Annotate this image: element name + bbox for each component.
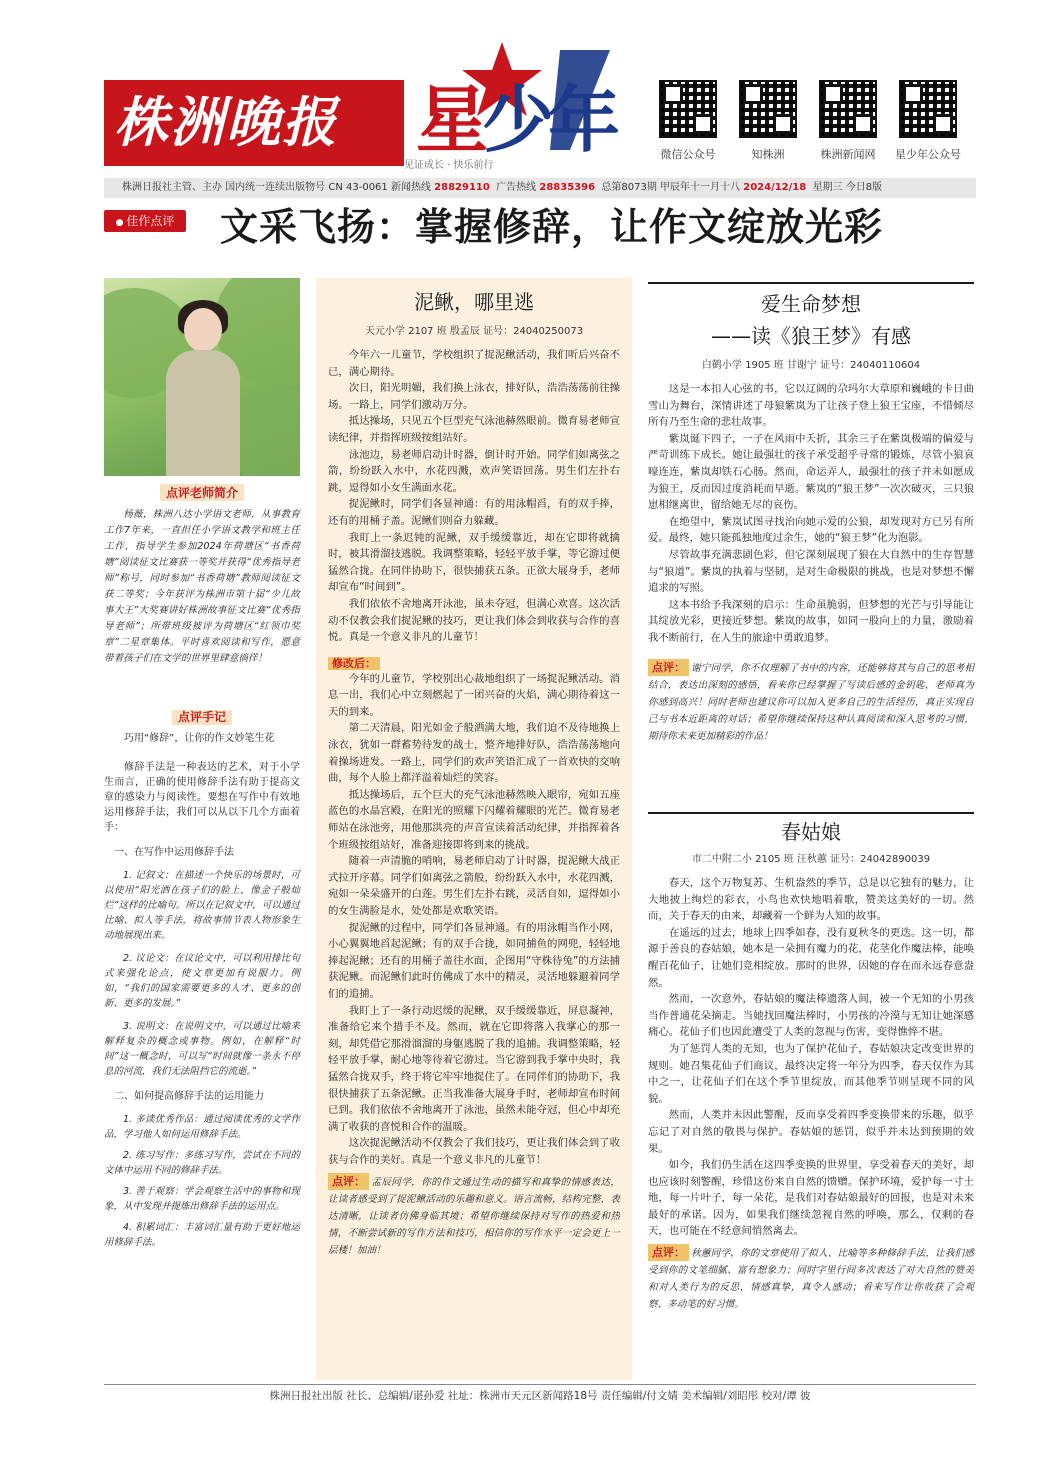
essay-paragraph: 泳池边，易老师启动计时器，倒计时开始。同学们如离弦之箭，纷纷跃入水中，水花四溅，欢声笑语回荡。男生们左扑右跳，逗得如小女生满面水花。 <box>328 448 620 494</box>
masthead <box>104 40 964 180</box>
teacher-photo <box>104 278 300 476</box>
comment-text: 孟辰同学，你的作文通过生动的描写和真挚的情感表达，让读者感受到了捉泥鳅活动的乐趣和意义。语言流畅，结构完整，表达清晰，让读者仿佛身临其境；希望你继续保持对写作的热爱和热情，不断尝试新的写作方法和技巧，相信你的写作水平一定会更上一层楼！加油！ <box>328 1176 620 1256</box>
essay-paragraph: 次日，阳光明媚，我们换上泳衣，排好队，浩浩荡荡前往操场。一路上，同学们激动万分。 <box>328 382 620 411</box>
essay-title: 春姑娘 <box>781 820 841 844</box>
brand-banner <box>104 80 404 166</box>
essay-paragraph: 如今，我们仍生活在这四季变换的世界里，享受着春天的美好，却也应该时刻警醒，珍惜这份来自自然的馈赠。保护环境，爱护每一寸土地，每一片叶子，每一朵花，是我们对春姑娘最好的回报，也是对未来最好的承诺。因为，如果我们继续忽视自然的呼唤，那么，仅剩的春天，也可能在不经意间悄然离去。 <box>648 1159 974 1238</box>
comment-tag: 点评： <box>328 1173 369 1190</box>
weekday-pages: 星期三 今日8版 <box>812 182 883 193</box>
qr-label: 株洲新闻网 <box>820 148 876 161</box>
notes-label: 点评手记 <box>172 710 232 725</box>
person-body <box>166 350 240 476</box>
notes-intro: 修辞手法是一种表达的艺术，对于小学生而言，正确的使用修辞手法有助于提高文章的感染力与阅读性。要想在写作中有效地运用修辞手法，我们可以从以下几个方面着手： <box>104 762 300 833</box>
essay-paragraph: 这是一本扣人心弦的书，它以辽阔的尕玛尔大草原和巍峨的卡日曲雪山为舞台，深情讲述了母狼紫岚为了让孩子登上狼王宝座，不惜倾尽所有乃至生命的悲壮故事。 <box>648 383 974 429</box>
essay-comment <box>328 1173 620 1259</box>
essay-paragraph: 抵达操场，只见五个巨型充气泳池赫然眼前。微育易老师宣读纪律，并指挥班级按组站好。 <box>328 415 620 444</box>
essay-subtitle: ——读《狼王梦》有感 <box>711 324 911 348</box>
news-hotline: 28829110 <box>434 182 490 193</box>
page-footer: 株洲日报社出版 社长、总编辑/谌孙爱 社址：株洲市天元区新闻路18号 责任编辑/付文婧 美术编辑/刘昭彤 校对/谭 彼 <box>104 1384 976 1406</box>
essay-spring-girl <box>648 816 974 1313</box>
revised-paragraph: 这次捉泥鳅活动不仅教会了我们技巧，更让我们体会到了收获与合作的美好。真是一个意义非凡的儿童节！ <box>328 1137 620 1166</box>
essay-comment <box>648 659 974 745</box>
revised-paragraph: 抵达操场后，五个巨大的充气泳池赫然映入眼帘，宛如五座蓝色的水晶宫殿，在阳光的照耀下闪耀着耀眼的光芒。微育易老师站在泳池旁，用他那洪亮的声音宣读着活动纪律，并指挥着各个班级按组站好，准备迎接即将到来的挑战。 <box>328 788 620 851</box>
qr-news-site[interactable] <box>812 80 884 176</box>
essay-paragraph: 春天，这个万物复苏、生机盎然的季节，总是以它独有的魅力，让大地披上绚烂的彩衣，小鸟也欢快地唱着歌，赞美这美好的一切。然而，关于春天的由来，却藏着一个鲜为人知的故事。 <box>648 877 974 923</box>
qr-zhizhuzhou[interactable] <box>732 80 804 176</box>
issue-date: 2024/12/18 <box>743 182 807 193</box>
essay-byline: 市二中附二小 2105 班 汪秋蕙 证号：24042890039 <box>691 854 931 865</box>
notes-heading-1: 一、在写作中运用修辞手法 <box>114 847 234 858</box>
notes-item: 4. 积累词汇：丰富词汇量有助于更好地运用修辞手法。 <box>104 1222 300 1248</box>
essay-byline: 白鹤小学 1905 班 甘谢宁 证号：24040110604 <box>701 360 921 371</box>
essay-title: 泥鳅，哪里逃 <box>414 290 534 314</box>
qr-label: 星少年公众号 <box>895 148 961 161</box>
notes-item: 2. 议论文：在议论文中，可以利用排比句式来强化论点，使文章更加有说服力。例如，“我们的国家需要更多的人才、更多的创新、更多的发展。” <box>104 953 300 1009</box>
essay-paragraph: 今年六一儿童节，学校组织了捉泥鳅活动，我们听后兴奋不已，满心期待。 <box>328 349 620 378</box>
ad-hotline: 28835396 <box>539 182 596 193</box>
essay-paragraph: 在绝望中，紫岚试图寻找治向她示爱的公狼，却发现对方已另有所爱。最终，她只能孤独地度过余生，她的“狼王梦”化为泡影。 <box>648 515 974 545</box>
intro-label: 点评老师简介 <box>160 484 244 501</box>
ad-label: 广告热线 <box>496 182 537 193</box>
comment-text: 秋蕙同学，你的文章使用了拟人、比喻等多种修辞手法，让我们感受到你的文笔细腻、富有想象力；同时字里行间多次表达了对大自然的赞美和对人类行为的反思，情感真挚，真令人感动；看来写作让你收获了会观察、多动笔的好习惯。 <box>648 1248 974 1311</box>
star-logo-b: 少年 <box>482 78 615 162</box>
essay-paragraph: 我们依依不舍地离开泳池，虽未夺冠，但满心欢喜。这次活动不仅教会我们捉泥鳅的技巧，更让我们体会到收获与合作的喜悦。真是一个意义非凡的儿童节！ <box>328 597 620 644</box>
revised-paragraph: 捉泥鳅的过程中，同学们各显神通。有的用泳帽当作小网，小心翼翼地舀起泥鳅；有的双手合拢，如同捕鱼的网兜，轻轻地捧起泥鳅；还有的用桶子盖往水面，企图用“守株待兔”的方法捕获泥鳅。而泥鳅们此时仿佛成了水中的精灵，灵活地躲避着同学们的追捕。 <box>328 921 620 1000</box>
essay-byline: 天元小学 2107 班 殷孟辰 证号：24040250073 <box>364 326 584 337</box>
qr-codes <box>652 80 964 176</box>
section-tag: ● 佳作点评 <box>104 210 186 232</box>
comment-tag: 点评： <box>648 659 689 676</box>
notes-item: 3. 善于观察：学会观察生活中的事物和现象，从中发现并提炼出修辞手法的运用点。 <box>104 1186 300 1212</box>
person-head <box>184 308 222 352</box>
essay-paragraph: 尽管故事充满悲剧色彩，但它深刻展现了狼在大自然中的生存智慧与“狼道”。紫岚的执着与坚韧，是对生命极限的挑战，也是对梦想不懈追求的写照。 <box>648 548 974 595</box>
comment-text: 谢宁同学，你不仅理解了书中的内容，还能够将其与自己的思考相结合，表达出深刻的感悟，看来你已经掌握了写读后感的金钥匙，老师真为你感到高兴！同时老师也建议你可以加入更多自己的生活经历，真正实现自己与书本近距离的对话；希望你继续保持这种认真阅读和深入思考的习惯，期待你未来更加精彩的作品！ <box>648 662 974 742</box>
essay-paragraph: 这本书给予我深刻的启示：生命虽脆弱，但梦想的光芒与引导能让其绽放光彩，更接近梦想。紫岚的故事，如同一股向上的力量，激励着我不断前行，在人生的旅途中勇敢追梦。 <box>648 598 974 644</box>
revised-paragraph: 我盯上了一条行动迟缓的泥鳅，双手缓缓靠近，屏息凝神，准备给它来个措手不及。然而，就在它即将落入我掌心的那一刻，却凭借它那滑溜溜的身躯逃脱了我的追捕。我调整策略，轻轻平放手掌，耐心地等待着它游过。当它游到我手掌中央时，我猛然合拢双手，终于将它牢牢地捉住了。在同伴们的协助下，我很快捕获了五条泥鳅。正当我准备大展身手时，老师却宣布时间已到。我们依依不舍地离开了泳池，虽然未能夺冠，但心中却充满了收获的喜悦和合作的温暖。 <box>328 1004 620 1133</box>
qr-code-icon <box>899 80 957 138</box>
essay-paragraph: 捉泥鳅时，同学们各显神通：有的用泳帽舀，有的双手捧，还有的用桶子盖。泥鳅们则奋力躲藏。 <box>328 498 620 527</box>
qr-code-icon <box>739 80 797 138</box>
essay-paragraph: 紫岚诞下四子，一子在风雨中夭折，其余三子在紫岚极端的偏爱与严苛训练下成长。她让最强壮的孩子承受超乎寻常的锻炼，尽管小狼哀嚎连连，紫岚却铁石心肠。然而，命运弄人，最强壮的孩子并未如愿成为狼王，反而因过度消耗而早逝。紫岚的“狼王梦”一次次破灭，三只狼崽相继离世，留给她无尽的哀伤。 <box>648 432 974 512</box>
qr-code-icon <box>659 80 717 138</box>
essay-title: 爱生命梦想 <box>761 292 861 316</box>
qr-code-icon <box>819 80 877 138</box>
comment-tag: 点评： <box>648 1244 689 1261</box>
qr-star-youth[interactable] <box>892 80 964 176</box>
publisher-info: 株洲日报社主管、主办 国内统一连续出版物号 CN 43-0061 新闻热线 <box>122 182 431 193</box>
essay-paragraph: 然而，一次意外，春姑娘的魔法棒遗落人间，被一个无知的小男孩当作普通花朵摘走。当她找回魔法棒时，小男孩的冷漠与无知让她深感痛心。花仙子们也因此遭受了人类的忽视与伤害，变得憔悴不堪。 <box>648 993 974 1039</box>
essay-wolf-king <box>648 288 974 745</box>
notes-item: 1. 多读优秀作品：通过阅读优秀的文学作品，学习他人如何运用修辞手法。 <box>104 1114 300 1140</box>
notes-item: 1. 记叙文：在描述一个快乐的场景时，可以使用“阳光洒在孩子们的脸上，像金子般灿烂”这样的比喻句。所以在记叙文中，可以通过比喻、拟人等手法，将故事情节表人物形象生动地展现出来。 <box>104 870 300 941</box>
revised-label: 修改后： <box>328 657 380 670</box>
divider <box>648 812 974 814</box>
revised-paragraph: 随着一声清脆的哨响，易老师启动了计时器，捉泥鳅大战正式拉开序幕。同学们如离弦之箭般，纷纷跃入水中，水花四溅，宛如一朵朵盛开的白莲。男生们左扑右跳，灵活自如，逗得如小的女生满脸是水，处处都是欢歌笑语。 <box>328 855 620 917</box>
qr-label: 微信公众号 <box>660 148 716 161</box>
essay-paragraph: 然而，人类并未因此警醒，反而享受着四季变换带来的乐趣，似乎忘记了对自然的敬畏与保护。春姑娘的惩罚，似乎并未达到预期的效果。 <box>648 1109 974 1155</box>
teacher-intro <box>104 484 300 667</box>
star-logo-text <box>416 80 614 160</box>
star-logo-a: 星 <box>416 78 483 162</box>
notes-subtitle: 巧用“修辞”，让你的作文妙笔生花 <box>124 733 275 744</box>
revised-paragraph: 今年的儿童节，学校别出心裁地组织了一场捉泥鳅活动。消息一出，我们心中立刻燃起了一团兴奋的火焰，满心期待着这一天的到来。 <box>328 672 620 718</box>
qr-label: 知株洲 <box>751 148 785 161</box>
slogan: 见证成长 · 快乐前行 <box>404 160 494 171</box>
page-headline: 文采飞扬：掌握修辞，让作文绽放光彩 <box>220 204 884 249</box>
qr-wechat[interactable] <box>652 80 724 176</box>
revised-paragraph: 第二天清晨，阳光如金子般洒满大地，我们迫不及待地换上泳衣，犹如一群蓄势待发的战士，整齐地排好队，浩浩荡荡地向着操场进发。一路上，同学们的欢声笑语汇成了一首欢快的交响曲，每个人脸上都洋溢着灿烂的笑容。 <box>328 722 620 785</box>
divider <box>648 282 974 284</box>
notes-item: 2. 练习写作：多练习写作，尝试在不同的文体中运用不同的修辞手法。 <box>104 1150 300 1176</box>
essay-paragraph: 为了惩罚人类的无知，也为了保护花仙子，春姑娘决定改变世界的规则。她召集花仙子们商议，最终决定将一年分为四季，春天仅作为其中之一，让花仙子们在这个季节里绽放，而其他季节则呈现不同的风貌。 <box>648 1042 974 1105</box>
brand-title: 株洲晚报 <box>114 90 338 154</box>
essay-loach <box>316 278 632 1380</box>
issue-info: 总第8073期 甲辰年十一月十八 <box>601 182 741 193</box>
info-bar <box>104 178 976 198</box>
teacher-bio: 杨薇，株洲八达小学语文老师，从事教育工作7年来，一直担任小学语文教学和班主任工作，指导学生参加2024年荷塘区“书香荷塘”阅读征文比赛获一等奖并获得“优秀指导老师”称号，同时参加“书香荷塘”教师阅读征文获二等奖；今年获评为株洲市第十届“少儿故事大王”大奖赛讲好株洲故事征文比赛“优秀指导老师”；所带班级被评为荷塘区“红领巾奖章”二星章集体。平时喜欢阅读和写作，愿意带着孩子们在文学的世界里肆意徜徉！ <box>104 509 300 664</box>
review-notes <box>104 710 300 1252</box>
essay-paragraph: 在遥远的过去，地球上四季如春，没有夏秋冬的更迭。这一切，都源于善良的春姑娘，她本是一朵拥有魔力的花，花茎化作魔法棒，能唤醒百花仙子，让她们竞相绽放。那时的世界，因她的存在而永远春意盎然。 <box>648 926 974 989</box>
essay-comment <box>648 1244 974 1313</box>
notes-item: 3. 说明文：在说明文中，可以通过比喻来解释复杂的概念或事物。例如，在解释“时间”这一概念时，可以写“时间就像一条永不停息的河流，我们无法阻挡它的流逝。” <box>104 1021 300 1077</box>
essay-paragraph: 我盯上一条迟钝的泥鳅，双手缓缓靠近，却在它即将就擒时，被其滑溜技逃脱。我调整策略，轻轻平放手掌，等它游过便猛然合拢。在同伴协助下，很快捕获五条。正欲大展身手，老师却宣布“时间到”。 <box>328 531 620 594</box>
notes-heading-2: 二、如何提高修辞手法的运用能力 <box>114 1091 264 1102</box>
